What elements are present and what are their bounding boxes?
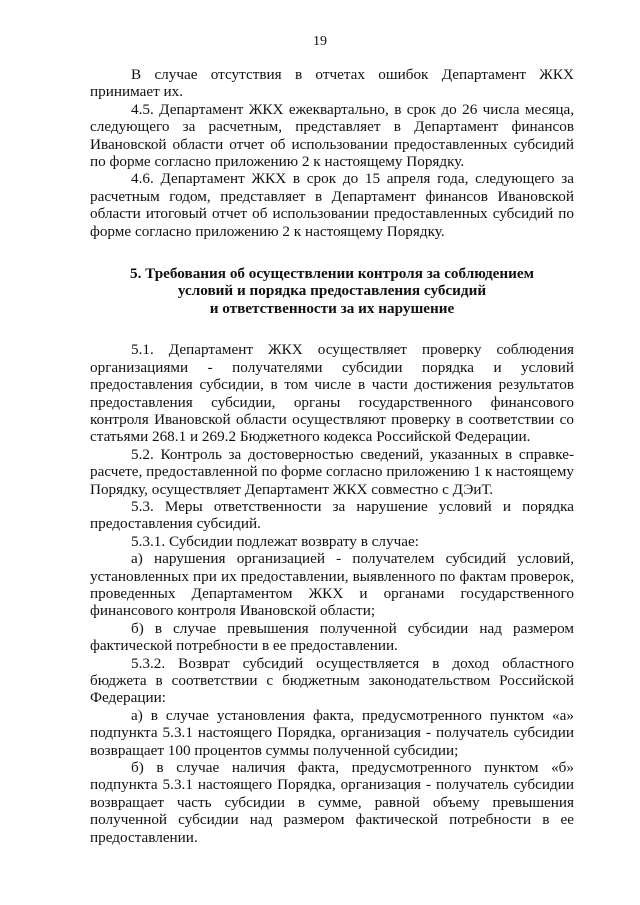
paragraph-5-3-1: 5.3.1. Субсидии подлежат возврату в случае: — [131, 532, 419, 550]
paragraph-5-3-2: 5.3.2. Возврат субсидий осуществляется в доход областного бюджета в соответствии с бюджетным законодательством Российской Федерации: — [90, 654, 574, 707]
paragraph-4-5: 4.5. Департамент ЖКХ ежеквартально, в срок до 26 числа месяца, следующего за расчетным, представляет в Департамент финансов Ивановской области отчет об использовании предоставленных субсидий по форме согласно приложению 2 к настоящему Порядку. — [90, 100, 574, 171]
section-5-heading-line-2: условий и порядка предоставления субсидий — [177, 282, 487, 300]
paragraph-5-2: 5.2. Контроль за достоверностью сведений, указанных в справке-расчете, предоставленной по форме согласно приложению 1 к настоящему Порядку, осуществляет Департамент ЖКХ совместно с ДЭиТ. — [90, 445, 574, 498]
section-5-heading-line-3: и ответственности за их нарушение — [209, 299, 455, 317]
paragraph-5-3-2-a: а) в случае установления факта, предусмотренного пунктом «а» подпункта 5.3.1 настоящего Порядка, организация - получатель субсидии возвращает 100 процентов суммы полученной субсидии; — [90, 706, 574, 759]
section-5-heading-line-1: 5. Требования об осуществлении контроля за соблюдением — [129, 265, 535, 283]
paragraph-5-3: 5.3. Меры ответственности за нарушение условий и порядка предоставления субсидий. — [90, 497, 574, 533]
document-body — [90, 66, 574, 846]
paragraph-5-3-2-b: б) в случае наличия факта, предусмотренного пунктом «б» подпункта 5.3.1 настоящего Порядка, организация - получатель субсидии возвращает часть субсидии в сумме, равной объему превышения полученной субсидии над размером фактической потребности в ее предоставлении. — [90, 759, 574, 846]
page-number: 19 — [313, 34, 327, 49]
section-5-heading — [90, 265, 574, 317]
paragraph-5-1: 5.1. Департамент ЖКХ осуществляет проверку соблюдения организациями - получателями субсидии порядка и условий предоставления субсидии, в том числе в части достижения результатов предоставления субсидии, органы государственного финансового контроля Ивановской области осуществляют проверку в соответствии со статьями 268.1 и 269.2 Бюджетного кодекса Российской Федерации. — [90, 341, 574, 446]
paragraph-4-4-tail: В случае отсутствия в отчетах ошибок Департамент ЖКХ принимает их. — [90, 66, 574, 101]
paragraph-5-3-1-a: а) нарушения организацией - получателем субсидий условий, установленных при их предоставлении, выявленного по фактам проверок, проведенных Департаментом ЖКХ и органами государственного финансового контроля Ивановской области; — [90, 550, 574, 620]
paragraph-5-3-1-b: б) в случае превышения полученной субсидии над размером фактической потребности в ее предоставлении. — [90, 619, 574, 655]
paragraph-4-6: 4.6. Департамент ЖКХ в срок до 15 апреля года, следующего за расчетным годом, представляет в Департамент финансов Ивановской области итоговый отчет об использовании предоставленных субсидий по форме согласно приложению 2 к настоящему Порядку. — [90, 170, 574, 240]
